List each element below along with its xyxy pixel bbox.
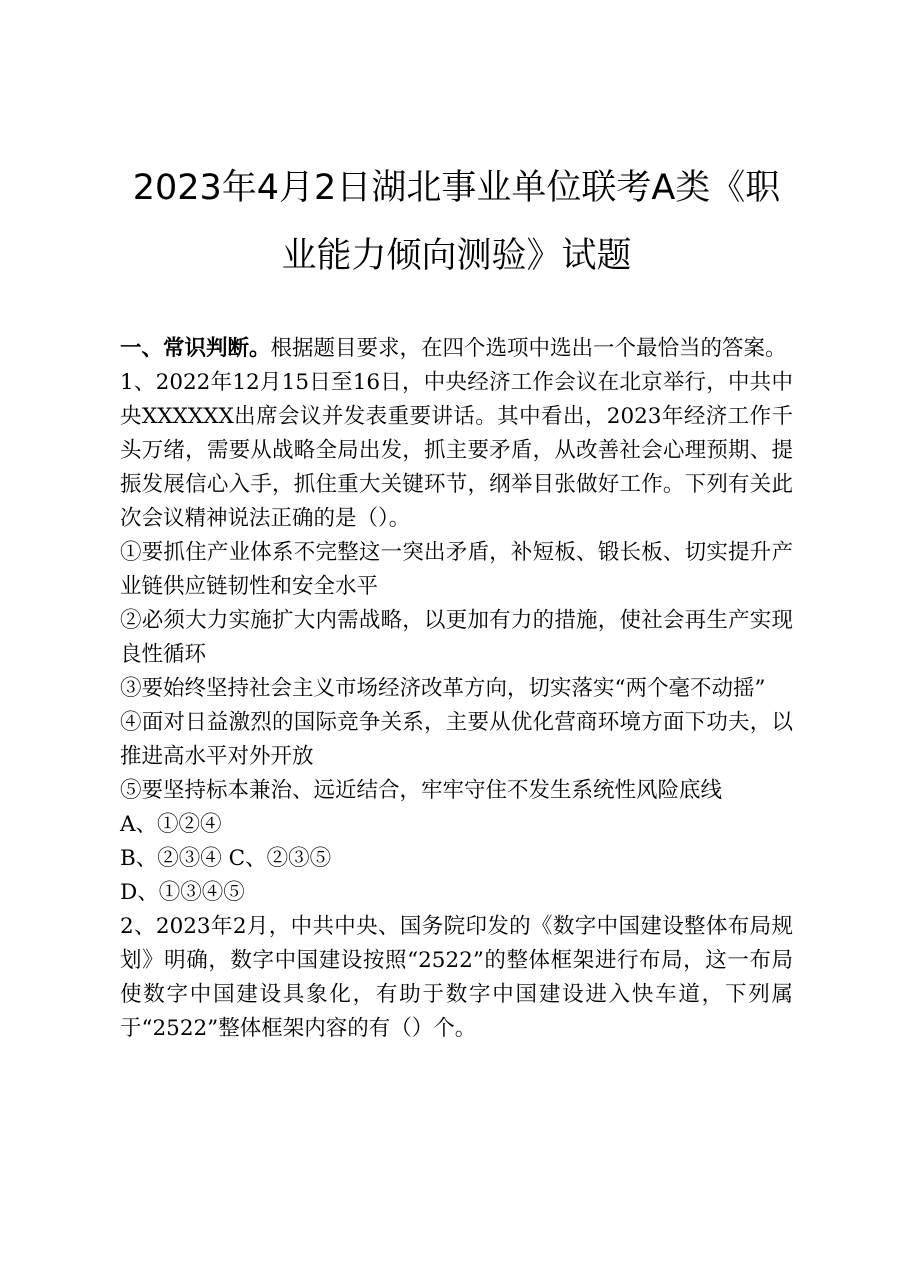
question-1-option-d: D、①③④⑤: [120, 880, 245, 905]
question-1-statement-4: ④面对日益激烈的国际竞争关系，主要从优化营商环境方面下功夫，以推进高水平对外开放: [120, 710, 793, 769]
title-line-1: 2023年4月2日湖北事业单位联考A类《职: [132, 168, 781, 208]
question-1-stem: 1、2022年12月15日至16日，中央经济工作会议在北京举行，中共中央XXXXXX出席会议并发表重要讲话。其中看出，2023年经济工作千头万绪，需要从战略全局出发，抓主要矛盾，从改善社会心理预期、提振发展信心入手，抓住重大关键环节，纲举目张做好工作。下列有关此次会议精神说法正确的是（）。: [120, 370, 793, 531]
question-1-statement-1: ①要抓住产业体系不完整这一突出矛盾，补短板、锻长板、切实提升产业链供应链韧性和安全水平: [120, 540, 793, 599]
question-1-option-a: A、①②④: [120, 812, 222, 837]
section-intro: [120, 332, 793, 366]
question-1-statement-5: ⑤要坚持标本兼治、远近结合，牢牢守住不发生系统性风险底线: [120, 778, 723, 803]
section-instruction: 根据题目要求，在四个选项中选出一个最恰当的答案。: [270, 336, 787, 361]
question-1-statement-3: ③要始终坚持社会主义市场经济改革方向，切实落实“两个毫不动摇”: [120, 676, 766, 701]
question-2-stem: 2、2023年2月，中共中央、国务院印发的《数字中国建设整体布局规划》明确，数字中国建设按照“2522”的整体框架进行布局，这一布局使数字中国建设具象化，有助于数字中国建设进入快车道，下列属于“2522”整体框架内容的有（）个。: [120, 914, 793, 1041]
title-line-2: 业能力倾向测验》试题: [281, 236, 632, 276]
section-heading: 一、常识判断。: [120, 336, 271, 361]
question-1-statement-2: ②必须大力实施扩大内需战略，以更加有力的措施，使社会再生产实现良性循环: [120, 608, 793, 667]
document-title: [120, 0, 793, 290]
document-body: [120, 332, 793, 1046]
question-1-option-b-c: B、②③④ C、②③⑤: [120, 846, 332, 871]
